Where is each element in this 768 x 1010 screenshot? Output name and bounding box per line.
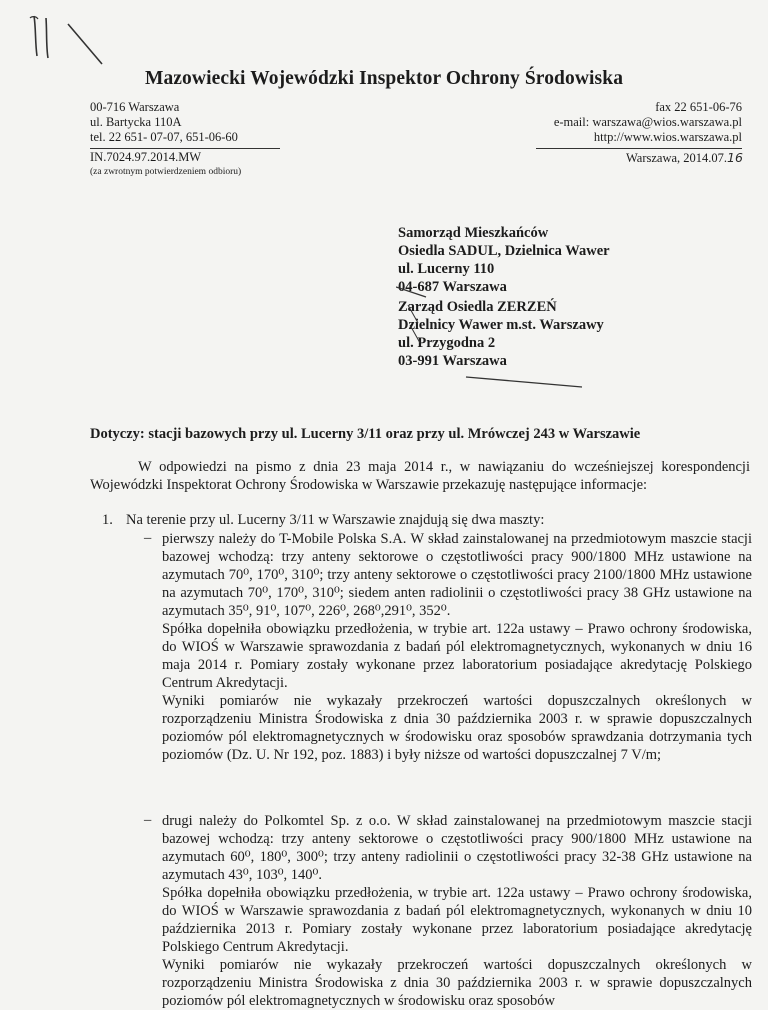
recipient-1-line: 04-687 Warszawa (398, 279, 507, 295)
sender-phone: tel. 22 651- 07-07, 651-06-60 (90, 130, 238, 144)
recipient-2-line: ul. Przygodna 2 (398, 335, 496, 351)
mast-1-results: Wyniki pomiarów nie wykazały przekroczeń wartości dopuszczalnych określonych w rozporządzeniu Ministra Środowiska z dnia 30 października 2003 r. w sprawie dopuszczalnych poziomów pól elektromagnetycznych w środowisku oraz sposobów sprawdzania dotrzymania tych poziomów (Dz. U. Nr 192, poz. 1883) i były niższe od wartości dopuszczalnej 7 V/m; (162, 693, 752, 763)
sender-street: ul. Bartycka 110A (90, 115, 182, 129)
bullet-dash: – (144, 530, 152, 546)
place-date (626, 150, 743, 166)
recipient-1-line: Samorząd Mieszkańców (398, 225, 549, 241)
recipient-1-line: ul. Lucerny 110 (398, 261, 495, 277)
mast-1 (162, 530, 752, 764)
mast-2-duty: Spółka dopełniła obowiązku przedłożenia, w trybie art. 122a ustawy – Prawo ochrony środowiska, do WIOŚ w Warszawie sprawozdania z badań pól elektromagnetycznych, wykonanych w dniu 10 października 2013 r. Pomiary zostały wykonane przez laboratorium posiadające akredytację Polskiego Centrum Akredytacji. (162, 885, 752, 955)
recipient-1-line: Osiedla SADUL, Dzielnica Wawer (398, 243, 610, 259)
sender-website: http://www.wios.warszawa.pl (593, 130, 742, 144)
date-handwritten: 16 (727, 150, 743, 165)
mast-1-duty: Spółka dopełniła obowiązku przedłożenia, w trybie art. 122a ustawy – Prawo ochrony środowiska, do WIOŚ w Warszawie sprawozdania z badań pól elektromagnetycznych, wykonanych w dniu 16 maja 2014 r. Pomiary zostały wykonane przez laboratorium posiadające akredytację Polskiego Centrum Akredytacji. (162, 621, 752, 691)
intro-paragraph: W odpowiedzi na pismo z dnia 23 maja 2014 r., w nawiązaniu do wcześniejszej korespondencji Wojewódzki Inspektorat Ochrony Środowiska w Warszawie przekazuję następujące informacje: (90, 459, 750, 493)
sender-fax: fax 22 651-06-76 (655, 100, 742, 114)
mast-1-description: pierwszy należy do T-Mobile Polska S.A. W skład zainstalowanej na przedmiotowym maszcie stacji bazowej wchodzą: trzy anteny sektorowe o częstotliwości pracy 900/1800 MHz ustawione na azymutach 70⁰, 170⁰, 310⁰; trzy anteny sektorowe o częstotliwości pracy 2100/1800 MHz ustawione na azymutach 70⁰, 170⁰, 310⁰; siedem anten radiolinii o częstotliwości pracy 38 GHz ustawione na azymutach 35⁰, 91⁰, 107⁰, 226⁰, 268⁰,291⁰, 352⁰. (162, 531, 752, 619)
recipient-2-line: Zarząd Osiedla ZERZEŃ (398, 299, 557, 315)
sender-contact (554, 100, 742, 145)
item-1-number: 1. (102, 512, 113, 528)
bullet-dash: – (144, 812, 152, 828)
sender-email: e-mail: warszawa@wios.warszawa.pl (553, 115, 742, 129)
handwritten-strike (396, 285, 596, 395)
item-1-text: Na terenie przy ul. Lucerny 3/11 w Warszawie znajdują się dwa maszty: (126, 512, 545, 528)
recipient-2-line: Dzielnicy Wawer m.st. Warszawy (398, 317, 604, 333)
header-rule-left (90, 148, 280, 149)
mast-2-results: Wyniki pomiarów nie wykazały przekroczeń wartości dopuszczalnych określonych w rozporządzeniu Ministra Środowiska z dnia 30 października 2003 r. w sprawie dopuszczalnych poziomów pól elektromagnetycznych w środowisku oraz sposobów (162, 957, 752, 1009)
sender-postcode: 00-716 Warszawa (90, 100, 180, 114)
mast-2 (162, 812, 752, 1010)
page-title: Mazowiecki Wojewódzki Inspektor Ochrony Środowiska (144, 68, 624, 89)
header-rule-right (536, 148, 742, 149)
sender-address (90, 100, 238, 145)
mast-2-description: drugi należy do Polkomtel Sp. z o.o. W skład zainstalowanej na przedmiotowym maszcie stacji bazowej wchodzą: trzy anteny sektorowe o częstotliwości pracy 900/1800 MHz ustawione na azymutach 60⁰, 180⁰, 300⁰; trzy anteny radiolinii o częstotliwości pracy 32-38 GHz ustawione na azymutach 43⁰, 103⁰, 140⁰. (162, 813, 752, 883)
date-printed: Warszawa, 2014.07. (626, 151, 728, 165)
subject-line: Dotyczy: stacji bazowych przy ul. Lucerny 3/11 oraz przy ul. Mrówczej 243 w Warszawie (90, 426, 641, 442)
case-number: IN.7024.97.2014.MW (90, 150, 202, 164)
delivery-note: (za zwrotnym potwierdzeniem odbioru) (90, 167, 242, 177)
recipient-2-line: 03-991 Warszawa (398, 353, 507, 369)
